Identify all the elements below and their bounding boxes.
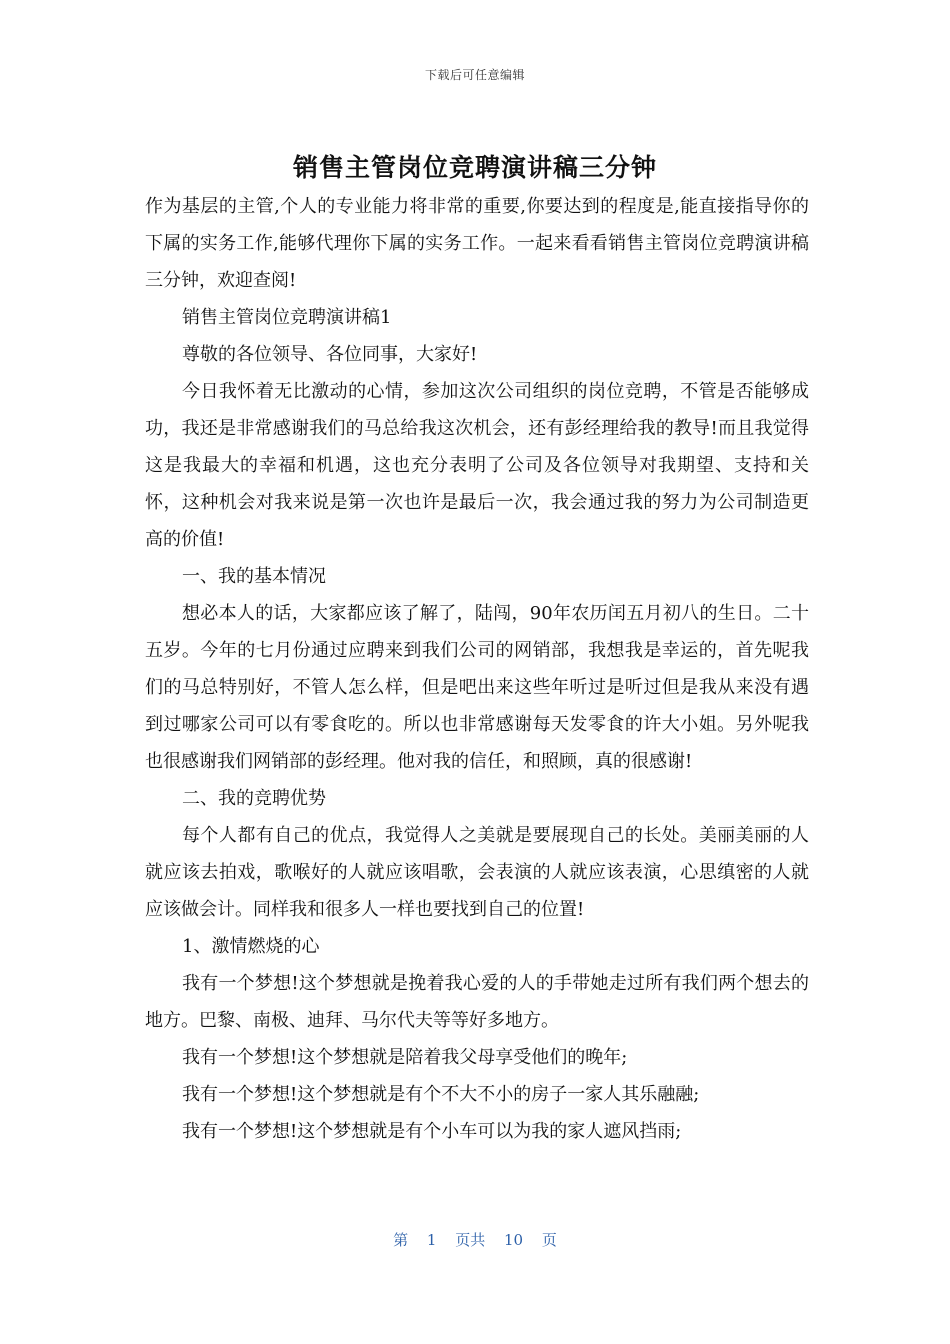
body-paragraph: 我有一个梦想!这个梦想就是陪着我父母享受他们的晚年; [182, 1047, 628, 1068]
section-heading: 二、我的竞聘优势 [182, 788, 326, 809]
page-label-suffix: 页 [541, 1231, 557, 1249]
body-paragraph: 我有一个梦想!这个梦想就是挽着我心爱的人的手带她走过所有我们两个想去的地方。巴黎、南极、迪拜、马尔代夫等等好多地方。 [145, 973, 809, 1031]
section-heading: 一、我的基本情况 [182, 566, 326, 587]
page-label-prefix: 第 [393, 1231, 409, 1249]
body-paragraph: 我有一个梦想!这个梦想就是有个不大不小的房子一家人其乐融融; [182, 1084, 700, 1105]
subsection-heading: 1、激情燃烧的心 [182, 936, 320, 957]
current-page-number: 1 [426, 1231, 437, 1249]
page-title: 销售主管岗位竞聘演讲稿三分钟 [292, 153, 657, 182]
body-paragraph: 今日我怀着无比激动的心情，参加这次公司组织的岗位竞聘，不管是否能够成功，我还是非常感谢我们的马总给我这次机会，还有彭经理给我的教导!而且我觉得这是我最大的幸福和机遇，这也充分表明了公司及各位领导对我期望、支持和关怀，这种机会对我来说是第一次也许是最后一次，我会通过我的努力为公司制造更高的价值! [145, 381, 809, 550]
page-label-mid: 页共 [455, 1231, 486, 1249]
total-pages-number: 10 [504, 1231, 524, 1249]
body-paragraph: 想必本人的话，大家都应该了解了，陆闯，90年农历闰五月初八的生日。二十五岁。今年的七月份通过应聘来到我们公司的网销部，我想我是幸运的，首先呢我们的马总特别好，不管人怎么样，但是吧出来这些年听过是听过但是我从来没有遇到过哪家公司可以有零食吃的。所以也非常感谢每天发零食的许大小姐。另外呢我也很感谢我们网销部的彭经理。他对我的信任，和照顾，真的很感谢! [145, 603, 809, 772]
page-footer [0, 1229, 950, 1250]
greeting-paragraph: 尊敬的各位领导、各位同事，大家好! [182, 344, 478, 365]
intro-paragraph: 作为基层的主管,个人的专业能力将非常的重要,你要达到的程度是,能直接指导你的下属的实务工作,能够代理你下属的实务工作。一起来看看销售主管岗位竞聘演讲稿三分钟，欢迎查阅! [145, 196, 809, 291]
body-paragraph: 我有一个梦想!这个梦想就是有个小车可以为我的家人遮风挡雨; [182, 1121, 682, 1142]
document-body [145, 188, 809, 1150]
speech-heading: 销售主管岗位竞聘演讲稿1 [182, 307, 392, 328]
header-note: 下载后可任意编辑 [424, 68, 525, 82]
body-paragraph: 每个人都有自己的优点，我觉得人之美就是要展现自己的长处。美丽美丽的人就应该去拍戏，歌喉好的人就应该唱歌，会表演的人就应该表演，心思缜密的人就应该做会计。同样我和很多人一样也要找到自己的位置! [145, 825, 809, 920]
